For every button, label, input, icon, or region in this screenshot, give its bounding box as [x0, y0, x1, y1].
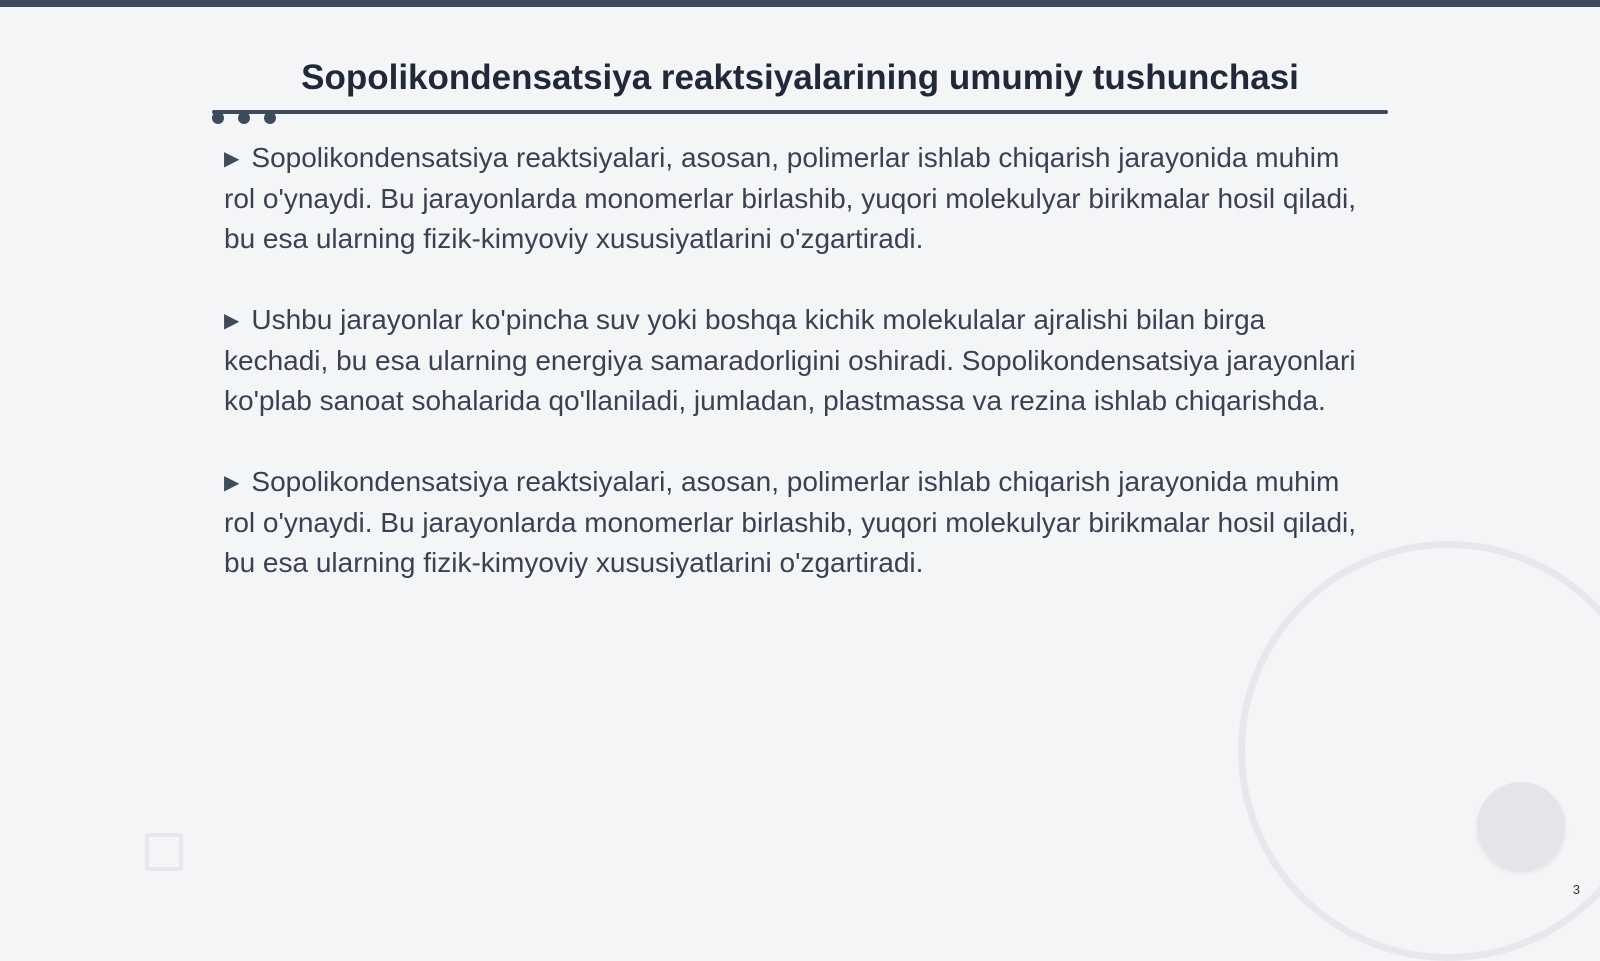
bullet-text: Ushbu jarayonlar ko'pincha suv yoki boshqa kichik molekulalar ajralishi bilan birga kechadi, bu esa ularning energiya samaradorligini oshiradi. Sopolikondensatsiya jarayonlari ko'plab sanoat sohalarida qo'llaniladi, jumladan, plastmassa va rezina ishlab chiqarishda. [224, 304, 1356, 416]
bullet-item [224, 138, 1376, 259]
page-number: 3 [1572, 882, 1580, 897]
triangle-right-icon: ▶ [224, 472, 240, 494]
bullet-item [224, 462, 1376, 583]
triangle-right-icon: ▶ [224, 148, 240, 170]
triangle-right-icon: ▶ [224, 310, 240, 332]
bullet-item [224, 300, 1376, 421]
underline-dot-2 [238, 112, 250, 124]
bullet-text: Sopolikondensatsiya reaktsiyalari, asosan, polimerlar ishlab chiqarish jarayonida muhim rol o'ynaydi. Bu jarayonlarda monomerlar birlashib, yuqori molekulyar birikmalar hosil qiladi, bu esa ularning fizik-kimyoviy xususiyatlarini o'zgartiradi. [224, 142, 1357, 254]
slide-title: Sopolikondensatsiya reaktsiyalarining umumiy tushunchasi [301, 58, 1299, 97]
bullet-text: Sopolikondensatsiya reaktsiyalari, asosan, polimerlar ishlab chiqarish jarayonida muhim rol o'ynaydi. Bu jarayonlarda monomerlar birlashib, yuqori molekulyar birikmalar hosil qiladi, bu esa ularning fizik-kimyoviy xususiyatlarini o'zgartiradi. [224, 466, 1357, 578]
underline-dot-1 [212, 112, 224, 124]
title-underline [212, 110, 1388, 114]
decorative-square [145, 833, 183, 871]
top-accent-bar [0, 0, 1600, 7]
bullet-list [224, 138, 1376, 624]
decorative-disc [1477, 782, 1565, 870]
underline-dot-3 [264, 112, 276, 124]
